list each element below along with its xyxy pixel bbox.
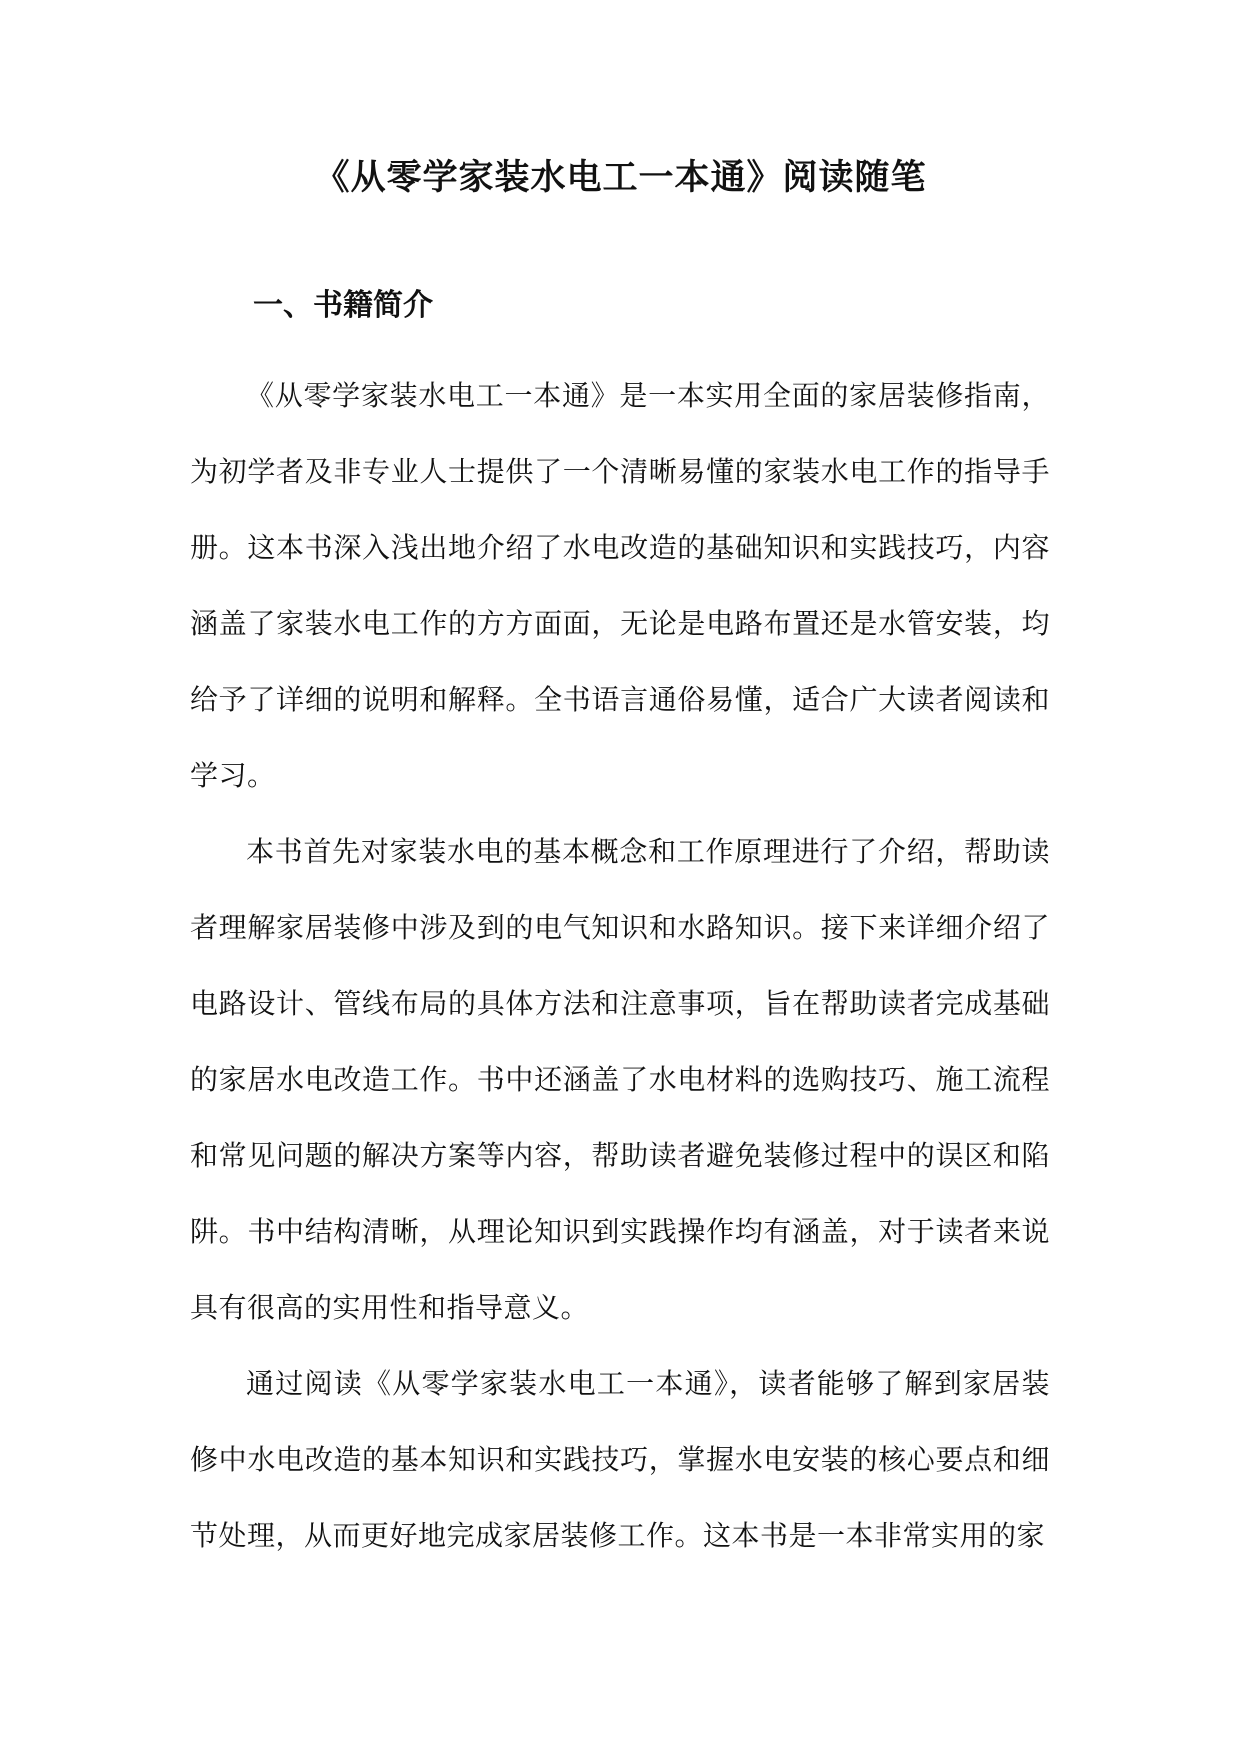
section-body xyxy=(190,358,1050,1574)
paragraph-summary: 通过阅读《从零学家装水电工一本通》，读者能够了解到家居装修中水电改造的基本知识和实践技巧，掌握水电安装的核心要点和细节处理，从而更好地完成家居装修工作。这本书是一本非常实用的家 xyxy=(190,1367,1050,1552)
paragraph-intro: 《从零学家装水电工一本通》是一本实用全面的家居装修指南，为初学者及非专业人士提供了一个清晰易懂的家装水电工作的指导手册。这本书深入浅出地介绍了水电改造的基础知识和实践技巧，内容涵盖了家装水电工作的方方面面，无论是电路布置还是水管安装，均给予了详细的说明和解释。全书语言通俗易懂，适合广大读者阅读和学习。 xyxy=(190,379,1050,792)
paragraph-content-overview: 本书首先对家装水电的基本概念和工作原理进行了介绍，帮助读者理解家居装修中涉及到的电气知识和水路知识。接下来详细介绍了电路设计、管线布局的具体方法和注意事项，旨在帮助读者完成基础的家居水电改造工作。书中还涵盖了水电材料的选购技巧、施工流程和常见问题的解决方案等内容，帮助读者避免装修过程中的误区和陷阱。书中结构清晰，从理论知识到实践操作均有涵盖，对于读者来说具有很高的实用性和指导意义。 xyxy=(190,835,1050,1324)
section-heading: 一、书籍简介 xyxy=(253,288,433,323)
document-title: 《从零学家装水电工一本通》阅读随笔 xyxy=(314,157,927,198)
